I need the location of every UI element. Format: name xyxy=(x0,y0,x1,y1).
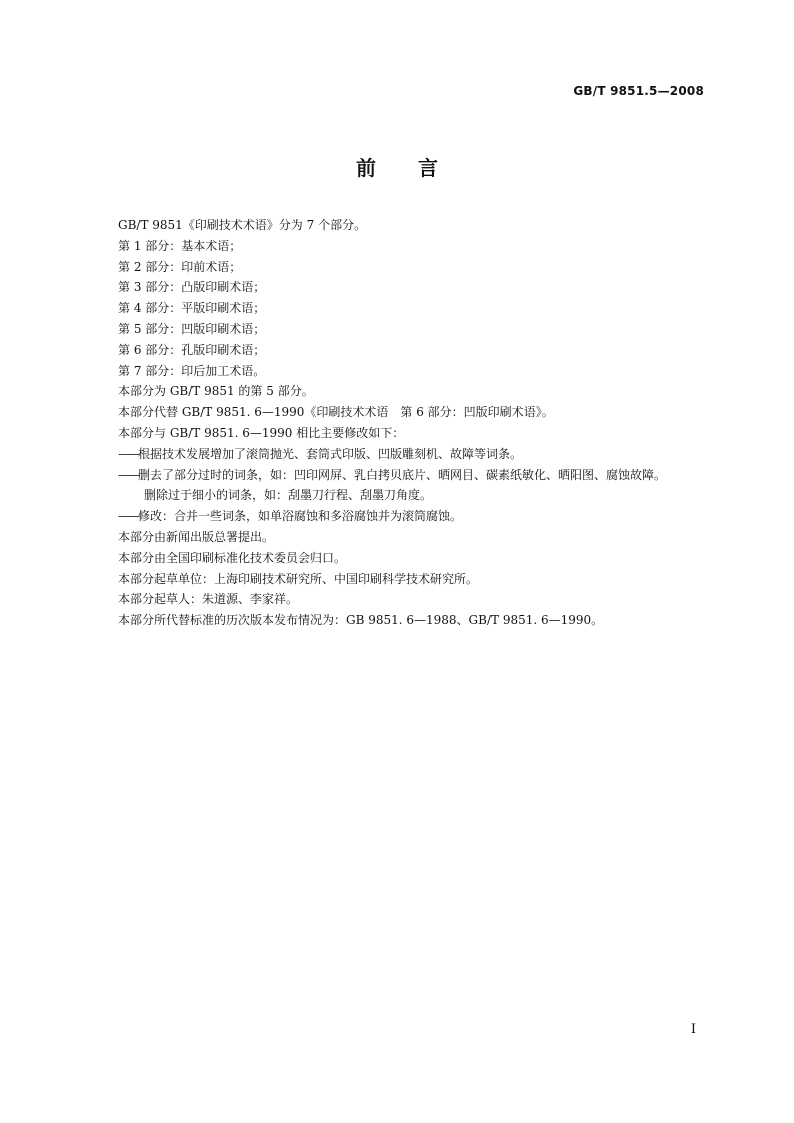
dash-marker: —— xyxy=(118,509,138,524)
standard-number: GB/T 9851.5—2008 xyxy=(573,84,704,98)
closing-paragraph: 本部分起草人：朱道源、李家祥。 xyxy=(118,592,299,607)
part-list-item: 第 4 部分：平版印刷术语； xyxy=(118,301,266,316)
part-list-item: 第 2 部分：印前术语； xyxy=(118,259,242,274)
part-list-item: 第 5 部分：凹版印刷术语； xyxy=(118,321,266,336)
page-number: I xyxy=(690,1022,696,1037)
paragraph: 本部分为 GB/T 9851 的第 5 部分。 xyxy=(118,384,314,399)
part-list-item: 第 6 部分：孔版印刷术语； xyxy=(118,342,266,357)
part-list-item: 第 3 部分：凸版印刷术语； xyxy=(118,280,266,295)
closing-paragraph: 本部分由新闻出版总署提出。 xyxy=(118,529,275,544)
closing-paragraph: 本部分所代替标准的历次版本发布情况为：GB 9851. 6—1988、GB/T 9851. 6—1990。 xyxy=(118,613,604,628)
change-text: 删去了部分过时的词条，如：凹印网屏、乳白拷贝底片、晒网目、碳素纸敏化、晒阳图、腐蚀故障。 xyxy=(138,467,667,482)
change-text: 根据技术发展增加了滚筒抛光、套筒式印版、凹版雕刻机、故障等词条。 xyxy=(138,446,523,461)
part-list-item: 第 7 部分：印后加工术语。 xyxy=(118,363,266,378)
dash-marker: —— xyxy=(118,446,138,461)
paragraph: GB/T 9851《印刷技术术语》分为 7 个部分。 xyxy=(118,218,367,232)
paragraph: 本部分代替 GB/T 9851. 6—1990《印刷技术术语 第 6 部分：凹版印刷术语》。 xyxy=(118,405,554,420)
dash-marker: —— xyxy=(118,467,138,482)
page-title: 前言 xyxy=(356,156,480,180)
change-item xyxy=(118,465,718,486)
foreword-body xyxy=(118,215,718,631)
change-continuation: 删除过于细小的词条，如：刮墨刀行程、刮墨刀角度。 xyxy=(144,488,433,503)
paragraph: 本部分与 GB/T 9851. 6—1990 相比主要修改如下： xyxy=(118,425,405,440)
change-item xyxy=(118,444,718,465)
part-list-item: 第 1 部分：基本术语； xyxy=(118,238,242,253)
closing-paragraph: 本部分由全国印刷标准化技术委员会归口。 xyxy=(118,550,347,565)
change-text: 修改：合并一些词条，如单浴腐蚀和多浴腐蚀并为滚筒腐蚀。 xyxy=(138,509,463,524)
closing-paragraph: 本部分起草单位：上海印刷技术研究所、中国印刷科学技术研究所。 xyxy=(118,571,479,586)
change-item xyxy=(118,506,718,527)
